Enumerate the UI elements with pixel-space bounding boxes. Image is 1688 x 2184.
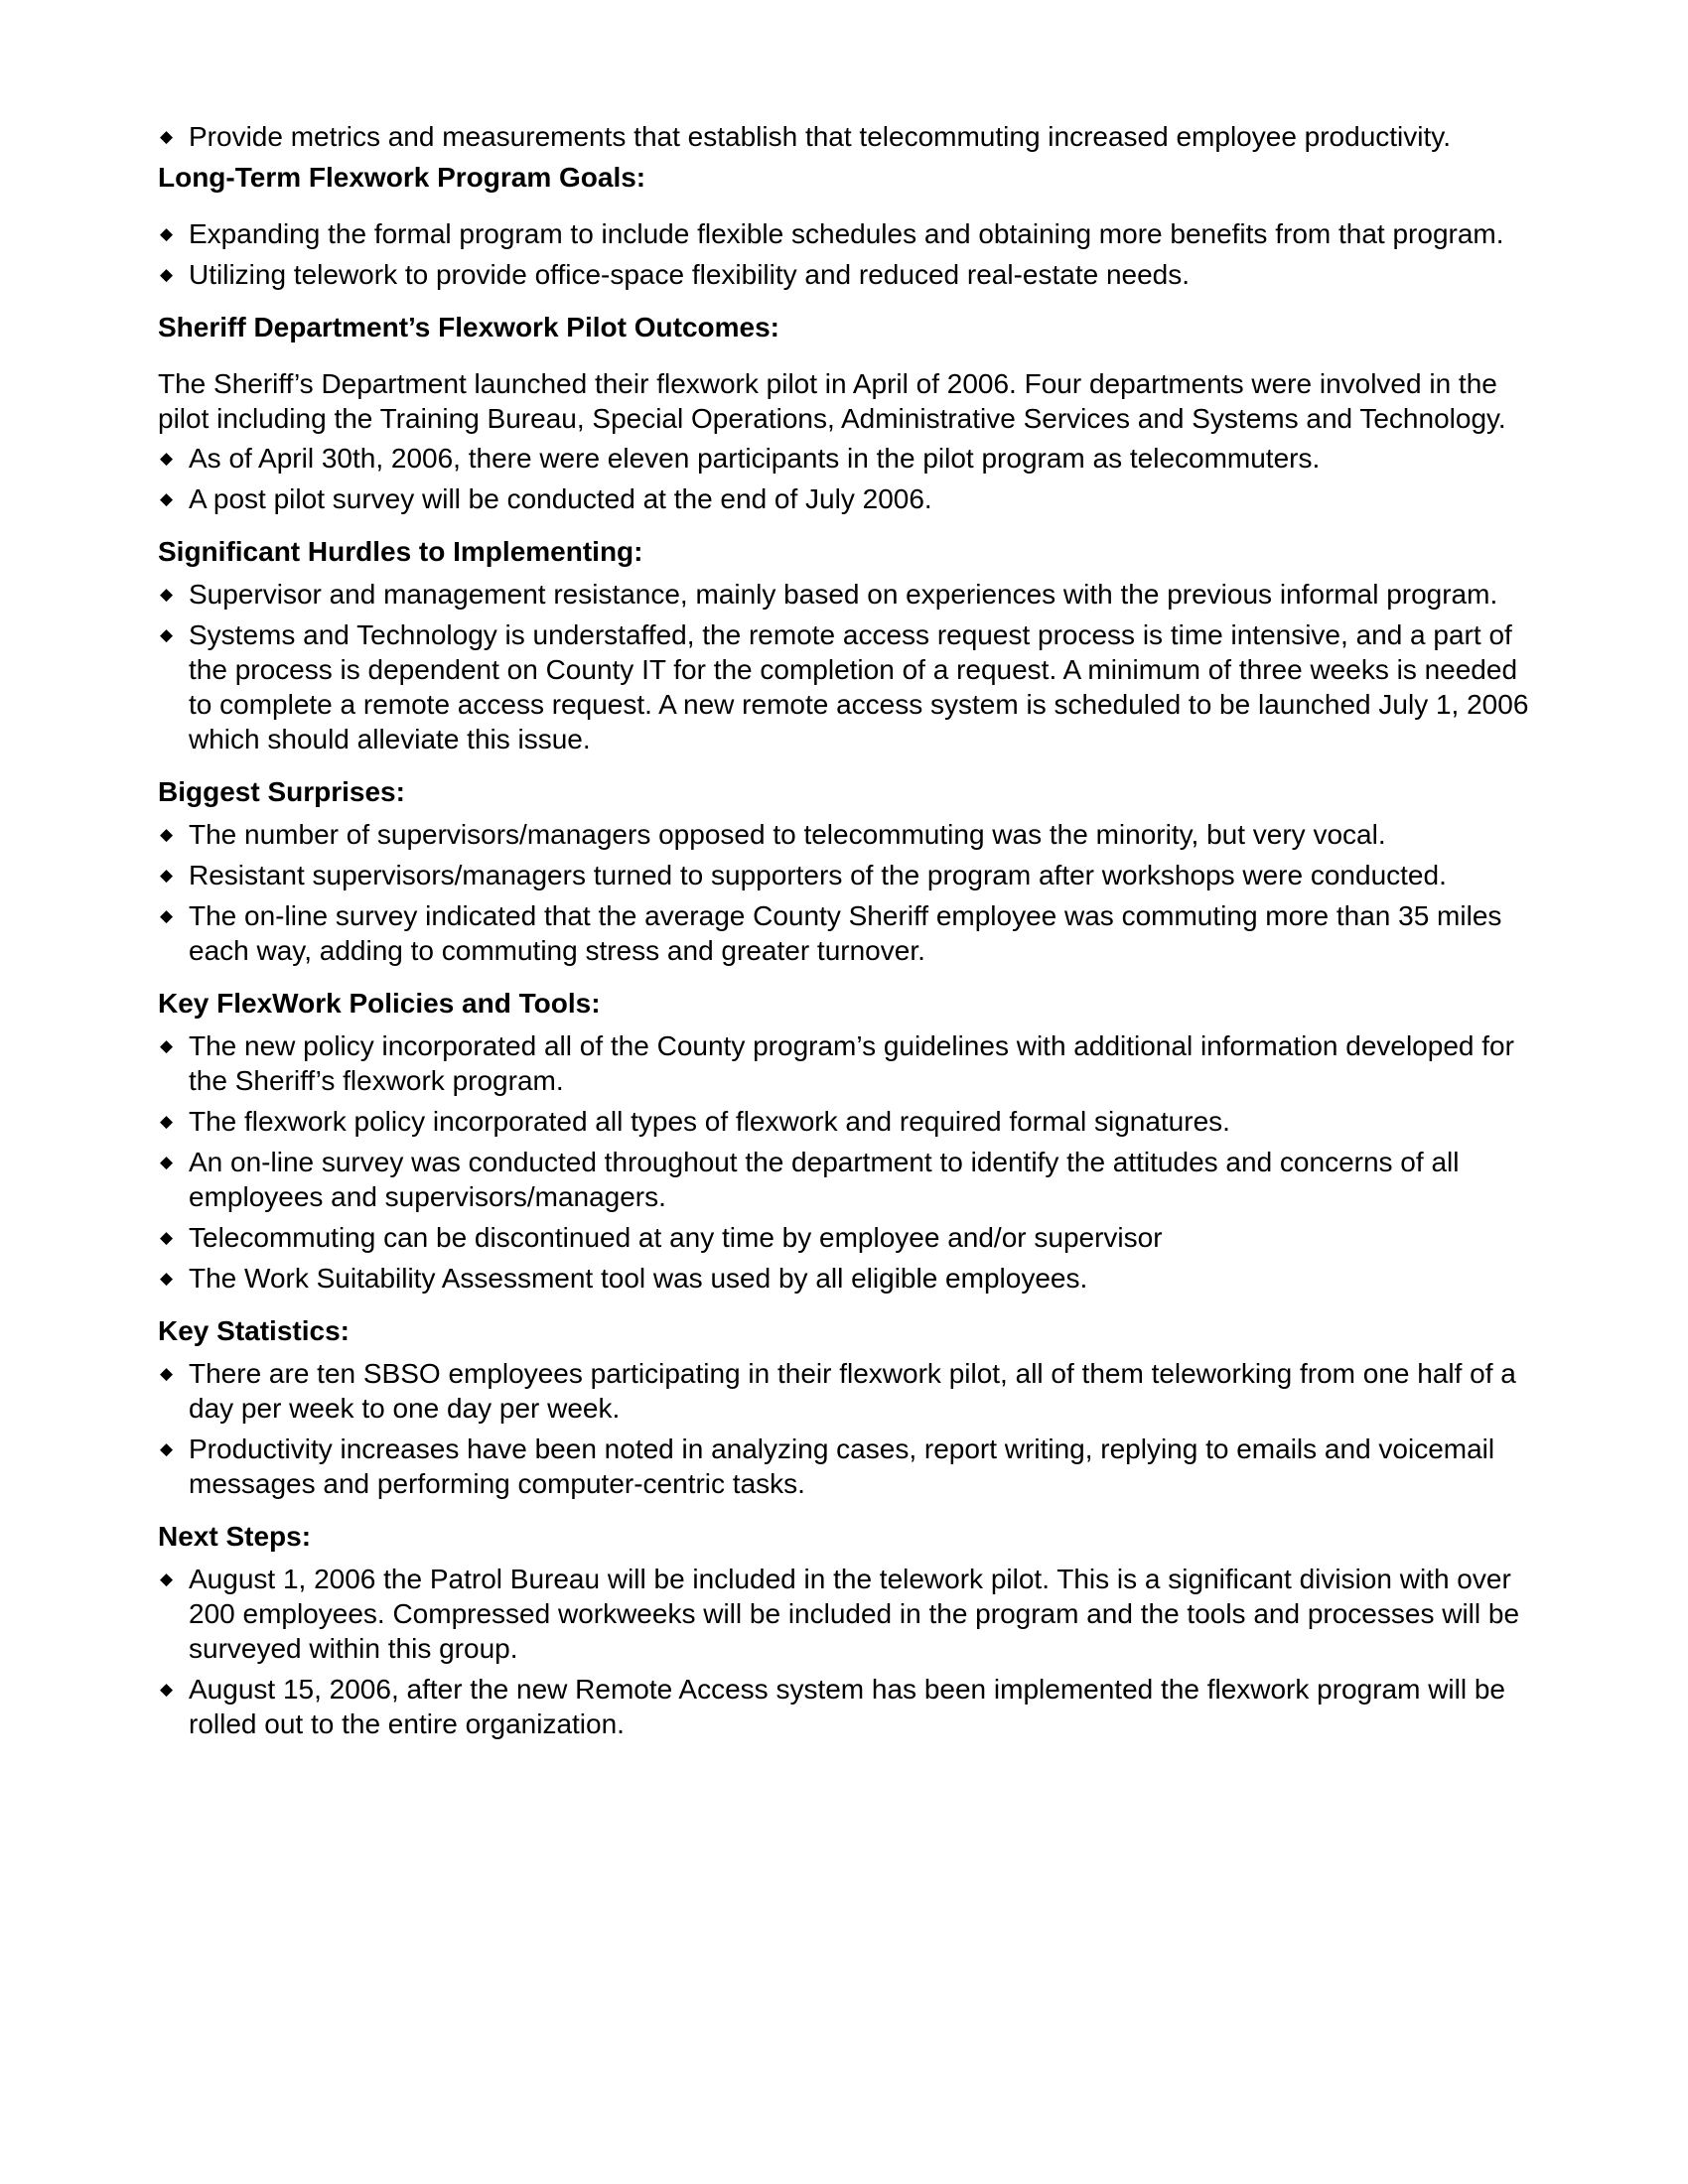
list-item (158, 1220, 1538, 1255)
diamond-bullet-icon: ◆ (160, 489, 174, 508)
list-item (158, 1562, 1538, 1666)
list-item (158, 858, 1538, 892)
diamond-bullet-icon: ◆ (160, 585, 174, 604)
list-item-text: An on-line survey was conducted throughout the department to identify the attitudes and concerns of all employees and supervisors/managers. (189, 1147, 1460, 1212)
bullet-list (158, 119, 1538, 154)
list-item (158, 1432, 1538, 1501)
section (158, 310, 1538, 516)
section-heading: Significant Hurdles to Implementing: (158, 536, 643, 567)
list-item-text: Systems and Technology is understaffed, the remote access request process is time intensive, and a part of the process is dependent on County IT for the completion of a request. A minimum of three weeks is needed to complete a remote access request. A new remote access system is scheduled to be launched July 1, 2006 which should alleviate this issue. (189, 619, 1529, 754)
diamond-bullet-icon: ◆ (160, 1364, 174, 1383)
list-item-text: As of April 30th, 2006, there were eleven participants in the pilot program as telecommuters. (189, 443, 1321, 474)
list-item-text: Provide metrics and measurements that establish that telecommuting increased employee productivity. (189, 121, 1451, 152)
diamond-bullet-icon: ◆ (160, 1112, 174, 1131)
section-heading: Sheriff Department’s Flexwork Pilot Outcomes: (158, 312, 779, 342)
diamond-bullet-icon: ◆ (160, 906, 174, 925)
list-item-text: The number of supervisors/managers opposed to telecommuting was the minority, but very vocal. (189, 819, 1386, 850)
bullet-list (158, 216, 1538, 292)
bullet-list (158, 1356, 1538, 1501)
list-item-text: Supervisor and management resistance, mainly based on experiences with the previous informal program. (189, 579, 1498, 610)
list-item (158, 817, 1538, 852)
list-item (158, 216, 1538, 251)
diamond-bullet-icon: ◆ (160, 127, 174, 146)
section (158, 774, 1538, 968)
list-item (158, 119, 1538, 154)
diamond-bullet-icon: ◆ (160, 1269, 174, 1288)
list-item-text: The on-line survey indicated that the average County Sheriff employee was commuting more than 35 miles each way, adding to commuting stress and greater turnover. (189, 900, 1502, 966)
list-item (158, 441, 1538, 476)
list-item-text: The new policy incorporated all of the County program’s guidelines with additional information developed for the Sheriff’s flexwork program. (189, 1030, 1514, 1096)
diamond-bullet-icon: ◆ (160, 625, 174, 644)
bullet-list (158, 577, 1538, 756)
list-item-text: Productivity increases have been noted in analyzing cases, report writing, replying to emails and voicemail messages and performing computer-centric tasks. (189, 1433, 1495, 1499)
section-heading: Key Statistics: (158, 1315, 350, 1346)
section (158, 534, 1538, 756)
list-item (158, 481, 1538, 516)
section-paragraph: The Sheriff’s Department launched their flexwork pilot in April of 2006. Four departments were involved in the pilot including the Training Bureau, Special Operations, Administrative Services and Systems and Technology. (158, 368, 1506, 434)
list-item-text: Expanding the formal program to include flexible schedules and obtaining more benefits from that program. (189, 218, 1504, 249)
section (158, 119, 1538, 154)
diamond-bullet-icon: ◆ (160, 1036, 174, 1055)
diamond-bullet-icon: ◆ (160, 1680, 174, 1699)
list-item (158, 1261, 1538, 1296)
section-heading: Biggest Surprises: (158, 776, 405, 807)
list-item (158, 617, 1538, 756)
diamond-bullet-icon: ◆ (160, 265, 174, 284)
section-heading: Long-Term Flexwork Program Goals: (158, 162, 646, 193)
diamond-bullet-icon: ◆ (160, 1439, 174, 1458)
list-item-text: A post pilot survey will be conducted at the end of July 2006. (189, 483, 932, 514)
section (158, 1313, 1538, 1501)
list-item (158, 577, 1538, 612)
section (158, 1519, 1538, 1741)
list-item-text: Resistant supervisors/managers turned to supporters of the program after workshops were conducted. (189, 860, 1447, 890)
diamond-bullet-icon: ◆ (160, 866, 174, 885)
list-item-text: Telecommuting can be discontinued at any time by employee and/or supervisor (189, 1222, 1163, 1253)
list-item (158, 898, 1538, 968)
diamond-bullet-icon: ◆ (160, 1228, 174, 1247)
section-heading: Key FlexWork Policies and Tools: (158, 988, 601, 1019)
section (158, 160, 1538, 292)
bullet-list (158, 1562, 1538, 1741)
document-page (158, 119, 1538, 1747)
list-item (158, 1028, 1538, 1098)
diamond-bullet-icon: ◆ (160, 449, 174, 468)
section-heading: Next Steps: (158, 1521, 312, 1552)
diamond-bullet-icon: ◆ (160, 224, 174, 243)
list-item-text: August 1, 2006 the Patrol Bureau will be included in the telework pilot. This is a significant division with over 200 employees. Compressed workweeks will be included in the program and the tools and processes will be surveyed within this group. (189, 1564, 1520, 1664)
list-item (158, 1104, 1538, 1139)
list-item-text: There are ten SBSO employees participating in their flexwork pilot, all of them teleworking from one half of a day per week to one day per week. (189, 1358, 1516, 1424)
section (158, 986, 1538, 1296)
list-item (158, 257, 1538, 292)
list-item-text: The Work Suitability Assessment tool was used by all eligible employees. (189, 1263, 1088, 1294)
list-item-text: Utilizing telework to provide office-space flexibility and reduced real-estate needs. (189, 259, 1191, 290)
bullet-list (158, 817, 1538, 968)
bullet-list (158, 441, 1538, 516)
diamond-bullet-icon: ◆ (160, 825, 174, 844)
list-item-text: The flexwork policy incorporated all types of flexwork and required formal signatures. (189, 1106, 1230, 1137)
list-item (158, 1356, 1538, 1426)
list-item (158, 1145, 1538, 1214)
list-item-text: August 15, 2006, after the new Remote Access system has been implemented the flexwork program will be rolled out to the entire organization. (189, 1674, 1506, 1739)
list-item (158, 1672, 1538, 1741)
bullet-list (158, 1028, 1538, 1296)
diamond-bullet-icon: ◆ (160, 1570, 174, 1588)
diamond-bullet-icon: ◆ (160, 1153, 174, 1171)
